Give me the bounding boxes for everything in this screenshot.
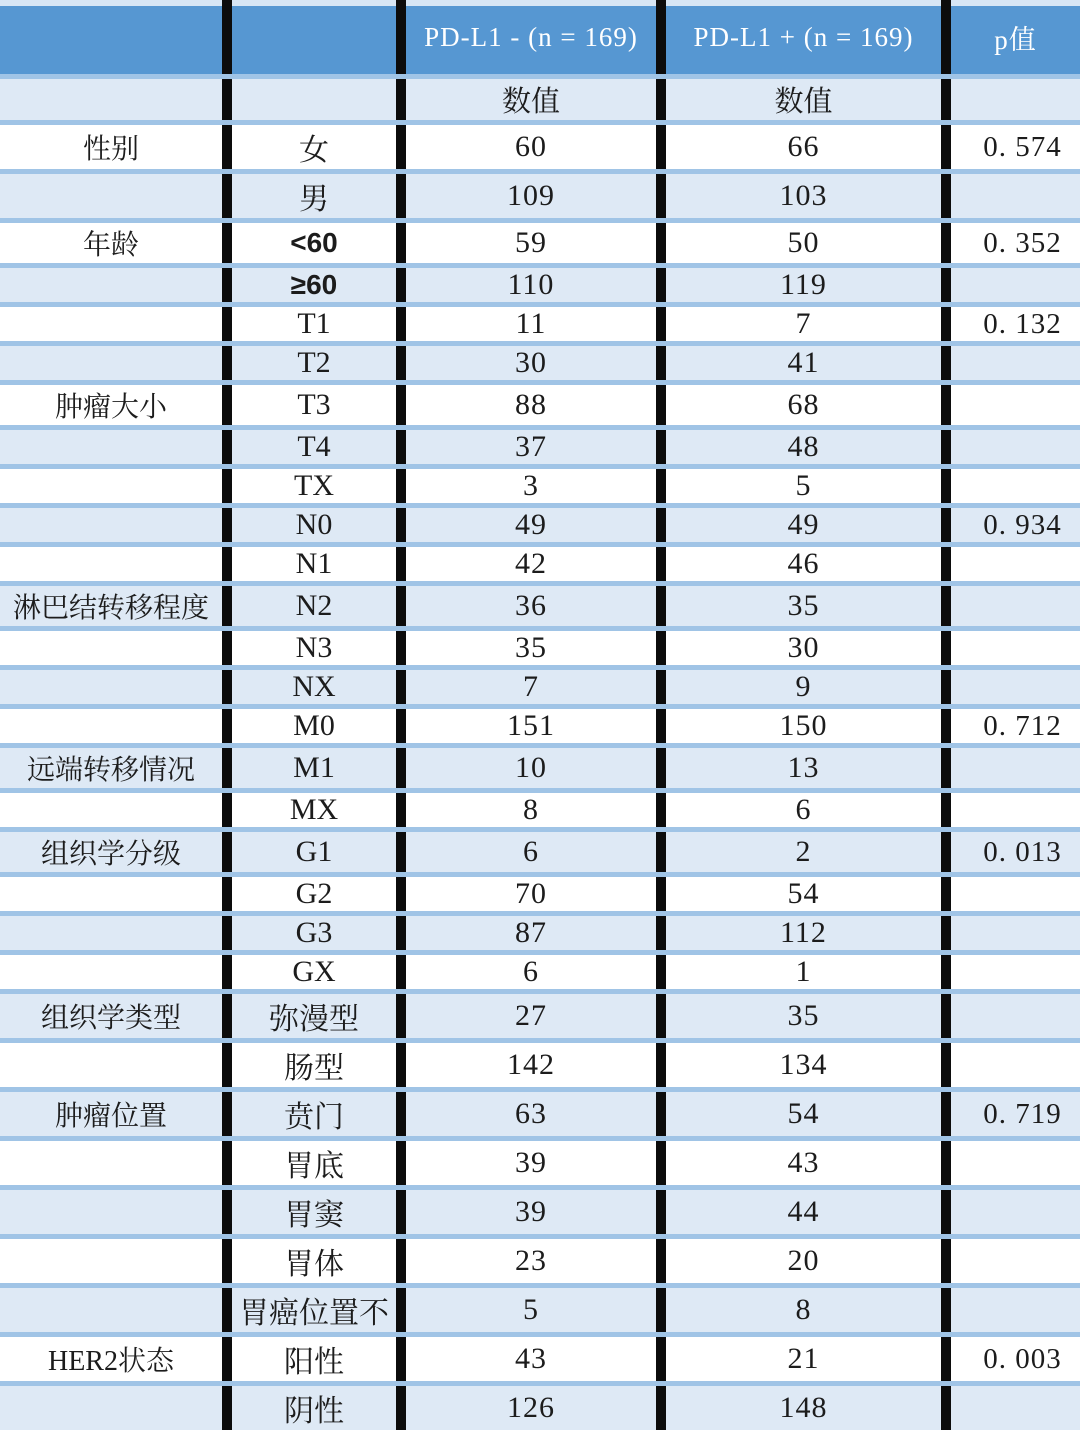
category-cell — [0, 877, 232, 911]
pdl1-positive-value-cell: 112 — [666, 916, 951, 950]
subheader-pos-count-label: 数值 — [666, 79, 951, 120]
table-row — [0, 1038, 1080, 1087]
category-cell: HER2状态 — [0, 1337, 232, 1381]
p-value-cell: 0. 352 — [983, 226, 1062, 259]
category-cell — [0, 430, 232, 464]
pdl1-negative-value-cell: 39 — [406, 1190, 666, 1234]
subcategory-cell: ≥60 — [232, 268, 406, 302]
pdl1-negative-value-cell: 39 — [406, 1141, 666, 1185]
table-row — [0, 1185, 1080, 1234]
p-value-cell — [951, 631, 1080, 665]
p-value-cell: 0. 712 — [983, 709, 1062, 742]
p-value-cell — [951, 1239, 1080, 1283]
table-row — [0, 503, 1080, 542]
subcategory-cell: T2 — [232, 346, 406, 380]
p-value-cell — [951, 385, 1080, 425]
subcategory-cell: 肠型 — [232, 1043, 406, 1087]
subcategory-cell: <60 — [232, 223, 406, 263]
category-cell: 淋巴结转移程度 — [0, 586, 232, 626]
p-value-cell — [951, 1141, 1080, 1185]
pdl1-negative-value-cell: 27 — [406, 994, 666, 1038]
pdl1-negative-value-cell: 7 — [406, 670, 666, 704]
table-row — [0, 380, 1080, 425]
category-cell: 肿瘤大小 — [0, 385, 232, 425]
pdl1-positive-value-cell: 43 — [666, 1141, 951, 1185]
table-row — [0, 626, 1080, 665]
pdl1-positive-value-cell: 35 — [666, 994, 951, 1038]
pdl1-negative-value-cell: 60 — [406, 125, 666, 169]
pdl1-positive-value-cell: 2 — [666, 832, 951, 872]
category-cell — [0, 1141, 232, 1185]
subcategory-cell: N1 — [232, 547, 406, 581]
subcategory-cell: M0 — [232, 709, 406, 743]
pdl1-positive-value-cell: 6 — [666, 793, 951, 827]
pdl1-positive-value-cell: 13 — [666, 748, 951, 788]
subcategory-cell: 阳性 — [232, 1337, 406, 1381]
p-value-cell — [951, 469, 1080, 503]
p-value-cell — [951, 955, 1080, 989]
pdl1-positive-value-cell: 103 — [666, 174, 951, 218]
category-cell — [0, 547, 232, 581]
pdl1-negative-value-cell: 151 — [406, 709, 666, 743]
p-value-cell — [951, 793, 1080, 827]
pdl1-negative-value-cell: 6 — [406, 955, 666, 989]
table-row — [0, 1087, 1080, 1136]
subheader-category-cell — [0, 79, 232, 120]
pdl1-negative-value-cell: 23 — [406, 1239, 666, 1283]
subcategory-cell: 弥漫型 — [232, 994, 406, 1038]
pdl1-negative-value-cell: 35 — [406, 631, 666, 665]
category-cell: 年龄 — [0, 223, 232, 263]
subcategory-cell: T3 — [232, 385, 406, 425]
table-row — [0, 1136, 1080, 1185]
table-row — [0, 218, 1080, 263]
pdl1-positive-value-cell: 54 — [666, 877, 951, 911]
p-value-cell — [951, 916, 1080, 950]
subcategory-cell: M1 — [232, 748, 406, 788]
p-value-cell — [951, 994, 1080, 1038]
pdl1-negative-value-cell: 36 — [406, 586, 666, 626]
p-value-cell: 0. 132 — [983, 307, 1062, 340]
pdl1-negative-value-cell: 142 — [406, 1043, 666, 1087]
category-cell — [0, 508, 232, 542]
header-pdl1-negative: PD-L1 - (n = 169) — [406, 0, 666, 74]
pdl1-positive-value-cell: 1 — [666, 955, 951, 989]
header-pdl1-positive: PD-L1 + (n = 169) — [666, 0, 951, 74]
pdl1-negative-value-cell: 59 — [406, 223, 666, 263]
subcategory-cell: 阴性 — [232, 1386, 406, 1430]
table-row — [0, 950, 1080, 989]
category-cell — [0, 709, 232, 743]
pdl1-positive-value-cell: 21 — [666, 1337, 951, 1381]
table-row — [0, 827, 1080, 872]
category-cell — [0, 793, 232, 827]
pdl1-negative-value-cell: 43 — [406, 1337, 666, 1381]
category-cell — [0, 1043, 232, 1087]
table-row — [0, 341, 1080, 380]
subcategory-cell: 贲门 — [232, 1092, 406, 1136]
pdl1-positive-value-cell: 7 — [666, 307, 951, 341]
pdl1-positive-value-cell: 66 — [666, 125, 951, 169]
pdl1-positive-value-cell: 68 — [666, 385, 951, 425]
subcategory-cell: G3 — [232, 916, 406, 950]
p-value-cell — [951, 748, 1080, 788]
pdl1-positive-value-cell: 119 — [666, 268, 951, 302]
p-value-cell — [951, 430, 1080, 464]
pdl1-negative-value-cell: 11 — [406, 307, 666, 341]
subcategory-cell: 胃窦 — [232, 1190, 406, 1234]
category-cell — [0, 268, 232, 302]
category-cell — [0, 307, 232, 341]
subcategory-cell: GX — [232, 955, 406, 989]
subcategory-cell: G2 — [232, 877, 406, 911]
pdl1-negative-value-cell: 42 — [406, 547, 666, 581]
table-row — [0, 665, 1080, 704]
subcategory-cell: 胃癌位置不 — [232, 1288, 406, 1332]
category-cell — [0, 631, 232, 665]
category-cell — [0, 670, 232, 704]
pdl1-positive-value-cell: 48 — [666, 430, 951, 464]
p-value-cell — [951, 1043, 1080, 1087]
subcategory-cell: NX — [232, 670, 406, 704]
subheader-neg-count-label: 数值 — [406, 79, 666, 120]
category-cell: 性别 — [0, 125, 232, 169]
subcategory-cell: N2 — [232, 586, 406, 626]
table-row — [0, 872, 1080, 911]
category-cell — [0, 174, 232, 218]
pdl1-positive-value-cell: 54 — [666, 1092, 951, 1136]
category-cell — [0, 955, 232, 989]
pdl1-negative-value-cell: 8 — [406, 793, 666, 827]
pdl1-negative-value-cell: 70 — [406, 877, 666, 911]
table-row — [0, 581, 1080, 626]
pdl1-negative-value-cell: 87 — [406, 916, 666, 950]
p-value-cell — [951, 1386, 1080, 1430]
p-value-cell: 0. 013 — [983, 835, 1062, 868]
p-value-cell: 0. 003 — [983, 1342, 1062, 1375]
table-row — [0, 425, 1080, 464]
pdl1-positive-value-cell: 8 — [666, 1288, 951, 1332]
p-value-cell — [951, 1288, 1080, 1332]
table-row — [0, 120, 1080, 169]
table-row — [0, 1381, 1080, 1430]
table-subheader-row — [0, 74, 1080, 120]
subcategory-cell: 男 — [232, 174, 406, 218]
pdl1-positive-value-cell: 148 — [666, 1386, 951, 1430]
pdl1-negative-value-cell: 5 — [406, 1288, 666, 1332]
pdl1-negative-value-cell: 3 — [406, 469, 666, 503]
table-header-row — [0, 0, 1080, 74]
table-row — [0, 542, 1080, 581]
table-row — [0, 1234, 1080, 1283]
pdl1-positive-value-cell: 50 — [666, 223, 951, 263]
pdl1-negative-value-cell: 6 — [406, 832, 666, 872]
table-row — [0, 169, 1080, 218]
category-cell — [0, 1288, 232, 1332]
header-p-value: p值 — [994, 24, 1037, 55]
pdl1-positive-value-cell: 9 — [666, 670, 951, 704]
p-value-cell — [951, 877, 1080, 911]
category-cell — [0, 1190, 232, 1234]
category-cell — [0, 1239, 232, 1283]
subcategory-cell: N3 — [232, 631, 406, 665]
table-row — [0, 911, 1080, 950]
subheader-subcategory-cell — [232, 79, 406, 120]
category-cell: 肿瘤位置 — [0, 1092, 232, 1136]
p-value-cell: 0. 574 — [983, 130, 1062, 163]
pdl1-positive-value-cell: 41 — [666, 346, 951, 380]
header-subcategory-cell — [232, 0, 406, 74]
subcategory-cell: TX — [232, 469, 406, 503]
pdl1-positive-value-cell: 20 — [666, 1239, 951, 1283]
pdl1-negative-value-cell: 49 — [406, 508, 666, 542]
pdl1-negative-value-cell: 37 — [406, 430, 666, 464]
table-row — [0, 302, 1080, 341]
category-cell — [0, 469, 232, 503]
subcategory-cell: 胃体 — [232, 1239, 406, 1283]
pdl1-positive-value-cell: 44 — [666, 1190, 951, 1234]
p-value-cell: 0. 719 — [983, 1097, 1062, 1130]
subcategory-cell: G1 — [232, 832, 406, 872]
table-row — [0, 743, 1080, 788]
subcategory-cell: 胃底 — [232, 1141, 406, 1185]
table-row — [0, 464, 1080, 503]
table-row — [0, 263, 1080, 302]
pdl1-negative-value-cell: 126 — [406, 1386, 666, 1430]
table-row — [0, 1283, 1080, 1332]
category-cell: 远端转移情况 — [0, 748, 232, 788]
subcategory-cell: N0 — [232, 508, 406, 542]
subcategory-cell: T1 — [232, 307, 406, 341]
p-value-cell — [951, 586, 1080, 626]
pdl1-negative-value-cell: 63 — [406, 1092, 666, 1136]
pdl1-positive-value-cell: 35 — [666, 586, 951, 626]
pdl1-positive-value-cell: 150 — [666, 709, 951, 743]
pdl1-negative-value-cell: 110 — [406, 268, 666, 302]
p-value-cell — [951, 547, 1080, 581]
table-row — [0, 704, 1080, 743]
category-cell — [0, 1386, 232, 1430]
pdl1-positive-value-cell: 5 — [666, 469, 951, 503]
pdl1-negative-value-cell: 30 — [406, 346, 666, 380]
subcategory-cell: 女 — [232, 125, 406, 169]
pdl1-positive-value-cell: 134 — [666, 1043, 951, 1087]
p-value-cell — [951, 174, 1080, 218]
pdl1-positive-value-cell: 30 — [666, 631, 951, 665]
pdl1-negative-value-cell: 10 — [406, 748, 666, 788]
table-row — [0, 788, 1080, 827]
table-row — [0, 989, 1080, 1038]
p-value-cell — [951, 1190, 1080, 1234]
pdl1-positive-value-cell: 46 — [666, 547, 951, 581]
p-value-cell — [951, 670, 1080, 704]
subheader-p-cell — [951, 79, 1080, 120]
p-value-cell — [951, 268, 1080, 302]
header-category-cell — [0, 0, 232, 74]
pdl1-negative-value-cell: 88 — [406, 385, 666, 425]
category-cell — [0, 916, 232, 950]
table-row — [0, 1332, 1080, 1381]
pdl1-positive-value-cell: 49 — [666, 508, 951, 542]
subcategory-cell: MX — [232, 793, 406, 827]
p-value-cell — [951, 346, 1080, 380]
p-value-cell: 0. 934 — [983, 508, 1062, 541]
category-cell: 组织学分级 — [0, 832, 232, 872]
category-cell — [0, 346, 232, 380]
subcategory-cell: T4 — [232, 430, 406, 464]
pdl1-negative-value-cell: 109 — [406, 174, 666, 218]
category-cell: 组织学类型 — [0, 994, 232, 1038]
